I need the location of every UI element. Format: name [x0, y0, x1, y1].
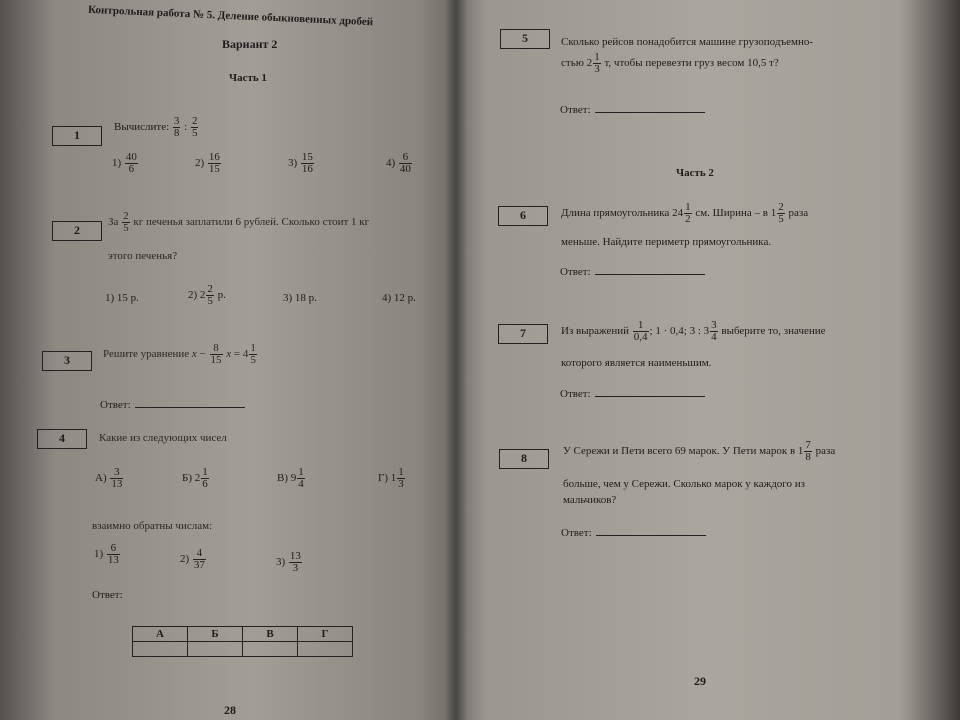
task-4-number-1: 1) $\frac{6}{13}$	[94, 542, 119, 566]
right-page-number: 29	[694, 674, 706, 688]
task-2-option-1: 1) 15 р.	[105, 292, 139, 304]
task-1-option-1: 1) $\frac{40}{6}$	[112, 151, 137, 175]
task-1-frac-b: $\frac{2}{5}$	[191, 115, 198, 139]
task-8-line-3: мальчиков?	[563, 494, 617, 506]
task-8-answer-label: Ответ:	[561, 527, 592, 539]
task-2-option-2: 2) 2 $\frac{2}{5}$ р.	[188, 283, 226, 307]
task-5-line-1: Сколько рейсов понадобится машине грузоподъемно-	[561, 36, 814, 48]
task-3-answer-label: Ответ:	[100, 399, 131, 411]
task-4-item-g: Г) 1 $\frac{1}{3}$	[378, 466, 404, 490]
task-6-line-1: Длина прямоугольника 24 $\frac{1}{2}$ см. Ширина – в 1 $\frac{2}{5}$ раза	[561, 201, 809, 225]
task-1-frac-a: $\frac{3}{8}$	[173, 115, 180, 139]
answer-table-header-v: В	[243, 627, 298, 642]
test-header: Контрольная работа № 5. Деление обыкновенных дробей	[87, 3, 374, 29]
task-7-answer-blank[interactable]	[595, 395, 705, 397]
answer-cell-g[interactable]	[298, 642, 353, 657]
book-gutter	[445, 0, 467, 720]
task-4-item-b: Б) 2 $\frac{1}{6}$	[182, 466, 208, 490]
part2-title: Часть 2	[676, 167, 714, 179]
task-4-number-2: 2) $\frac{4}{37}$	[180, 547, 205, 571]
task-3-answer	[100, 399, 247, 411]
answer-table-header-a: А	[133, 627, 188, 642]
task-8-answer	[561, 527, 708, 539]
task-3-answer-blank[interactable]	[135, 406, 245, 408]
task-4-item-a: А) $\frac{3}{13}$	[95, 466, 123, 490]
task-6-answer-blank[interactable]	[595, 273, 705, 275]
task-6-answer-label: Ответ:	[560, 266, 591, 278]
task-1-option-3: 3) $\frac{15}{16}$	[288, 151, 313, 175]
task-4-answer-label: Ответ:	[92, 589, 123, 601]
task-4-number-3: 3) $\frac{13}{3}$	[276, 550, 301, 574]
task-1-statement	[114, 116, 199, 139]
answer-cell-v[interactable]	[243, 642, 298, 657]
task-6-line-2: меньше. Найдите периметр прямоугольника.	[561, 236, 772, 248]
task-2-line-2: этого печенья?	[108, 250, 178, 262]
task-1-number: 1	[52, 126, 102, 146]
answer-table-header-row	[133, 627, 353, 642]
task-7-answer	[560, 388, 707, 400]
task-7-line-1: Из выражений $\frac{1}{0,4}$ ; 1 · 0,4; 3 : 3 $\frac{3}{4}$ выберите то, значение	[561, 319, 826, 343]
task-8-answer-blank[interactable]	[596, 534, 706, 536]
task-8-line-1: У Сережи и Пети всего 69 марок. У Пети марок в 1 $\frac{7}{8}$ раза	[563, 439, 836, 463]
task-5-number: 5	[500, 29, 550, 49]
task-6-number: 6	[498, 206, 548, 226]
task-1-option-2: 2) $\frac{16}{15}$	[195, 151, 220, 175]
variant-title: Вариант 2	[222, 37, 278, 51]
answer-table-header-b: Б	[188, 627, 243, 642]
task-2-option-3: 3) 18 р.	[283, 292, 317, 304]
task-6-answer	[560, 266, 707, 278]
answer-table-input-row	[133, 642, 353, 657]
answer-table-header-g: Г	[298, 627, 353, 642]
task-4-number: 4	[37, 429, 87, 449]
task-1-prefix: Вычислите:	[114, 121, 170, 134]
answer-cell-a[interactable]	[133, 642, 188, 657]
task-2-number: 2	[52, 221, 102, 241]
task-1-option-4: 4) $\frac{6}{40}$	[386, 151, 411, 175]
task-8-line-2: больше, чем у Сережи. Сколько марок у каждого из	[563, 478, 806, 490]
answer-cell-b[interactable]	[188, 642, 243, 657]
part1-title: Часть 1	[229, 72, 267, 84]
task-5-answer-blank[interactable]	[595, 111, 705, 113]
task-7-line-2: которого является наименьшим.	[561, 357, 712, 369]
task-4-answer-table	[132, 626, 353, 657]
task-1-op: :	[184, 121, 188, 134]
task-3-statement: Решите уравнение x − $\frac{8}{15}$ x = 4 $\frac{1}{5}$	[103, 342, 256, 366]
task-5-answer-label: Ответ:	[560, 104, 591, 116]
task-4-text-2: взаимно обратны числам:	[92, 520, 213, 532]
task-7-number: 7	[498, 324, 548, 344]
task-5-answer	[560, 104, 707, 116]
task-3-number: 3	[42, 351, 92, 371]
task-2-line-1: За $\frac{2}{5}$ кг печенья заплатили 6 рублей. Сколько стоит 1 кг	[108, 210, 370, 234]
task-4-text: Какие из следующих чисел	[99, 432, 227, 444]
task-8-number: 8	[499, 449, 549, 469]
left-page-number: 28	[224, 703, 236, 717]
task-2-option-4: 4) 12 р.	[382, 292, 416, 304]
task-7-answer-label: Ответ:	[560, 388, 591, 400]
task-4-item-v: В) 9 $\frac{1}{4}$	[277, 466, 304, 490]
task-5-line-2: стью 2 $\frac{1}{3}$ т, чтобы перевезти груз весом 10,5 т?	[561, 51, 779, 75]
